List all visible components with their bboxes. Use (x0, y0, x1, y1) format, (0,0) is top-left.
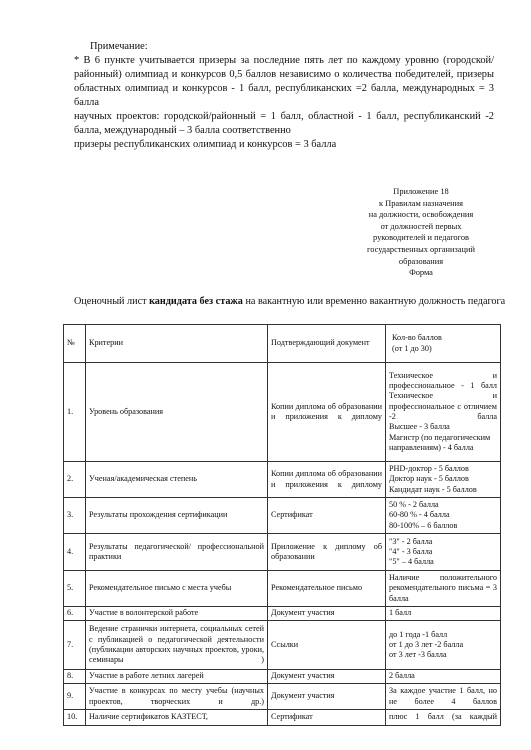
score-item: до 1 года -1 балл (389, 629, 448, 639)
appendix-line: Приложение 18 (393, 187, 449, 196)
score-item: Техническое и профессиональное с отличием -2 балла (389, 391, 497, 421)
table-header-row (64, 325, 501, 363)
row-doc: Документ участия (268, 670, 386, 684)
row-num: 7. (64, 621, 86, 670)
note-heading: Примечание: (90, 41, 148, 52)
appendix-line: Форма (409, 268, 433, 278)
table-row (64, 534, 501, 571)
table-row (64, 462, 501, 498)
table-row (64, 670, 501, 684)
row-doc: Ссылки (268, 621, 386, 670)
row-doc: Сертификат (268, 498, 386, 534)
row-scores: За каждое участие 1 балл, но не более 4 баллов (386, 684, 501, 710)
header-score-line2: (от 1 до 30) (392, 343, 432, 353)
note-line-2: научных проектов: городской/районный = 1 балл, областной - 1 балл, республиканский -2 балла, международный – 3 балла соответственно (74, 111, 494, 136)
row-scores (386, 534, 501, 571)
appendix-line: образования (398, 256, 444, 266)
row-doc: Рекомендательное письмо (268, 571, 386, 607)
header-score (386, 325, 501, 363)
row-doc: Копии диплома об образовании и приложения к диплому (268, 462, 386, 498)
row-criteria: Результаты педагогической/ профессиональной практики (86, 534, 268, 571)
row-num: 3. (64, 498, 86, 534)
row-doc: Сертификат (268, 710, 386, 726)
row-criteria: Наличие сертификатов КАЗТЕСТ, (86, 710, 268, 726)
row-criteria: Участие в волонтерской работе (86, 607, 268, 621)
header-num: № (64, 325, 86, 363)
table-row (64, 498, 501, 534)
note-line-3: призеры республиканских олимпиад и конкурсов = 3 балла (74, 139, 337, 150)
form-title-after: на вакантную или временно вакантную должность педагога (242, 296, 506, 307)
appendix-line: к Правилам назначения (379, 198, 463, 208)
row-num: 5. (64, 571, 86, 607)
score-item: от 1 до 3 лет -2 балла (389, 639, 464, 649)
row-scores: Наличие положительного рекомендательного письма = 3 балла (386, 571, 501, 607)
row-scores: 2 балла (386, 670, 501, 684)
score-item: 80-100% – 6 баллов (389, 520, 458, 530)
row-doc: Приложение к диплому об образовании (268, 534, 386, 571)
row-num: 6. (64, 607, 86, 621)
row-num: 1. (64, 363, 86, 462)
table-row (64, 363, 501, 462)
row-scores (386, 621, 501, 670)
row-criteria: Участие в конкурсах по месту учебы (научных проектов, творческих и др.) (86, 684, 268, 710)
evaluation-table (63, 324, 501, 726)
row-criteria: Ученая/академическая степень (86, 462, 268, 498)
form-title-before: Оценочный лист (74, 296, 150, 307)
header-criteria: Критерии (86, 325, 268, 363)
score-item: "3" - 2 балла (389, 536, 433, 546)
score-item: "5" – 4 балла (389, 557, 434, 567)
row-criteria: Уровень образования (86, 363, 268, 462)
score-item: 60-80 % - 4 балла (389, 510, 450, 520)
score-item: Техническое и профессиональное - 1 балл (389, 370, 497, 391)
row-scores (386, 498, 501, 534)
row-doc: Документ участия (268, 607, 386, 621)
note-line-1: * В 6 пункте учитывается призеры за последние пять лет по каждому уровню (городской/районный) олимпиад и конкурсов 0,5 баллов независимо о количества победителей, призеры областных олимпиад и конкурсов - 1 балл, республиканских =2 балла, международных = 3 балла (74, 55, 494, 108)
appendix-line: руководителей и педагогов (373, 233, 469, 243)
row-num: 2. (64, 462, 86, 498)
table-row (64, 607, 501, 621)
appendix-block (355, 186, 487, 279)
header-doc: Подтверждающий документ (268, 325, 386, 363)
table-row (64, 710, 501, 726)
score-item: от 3 лет -3 балла (389, 650, 447, 660)
score-item: Высшее - 3 балла (389, 422, 450, 432)
form-title (74, 296, 514, 307)
table-row (64, 621, 501, 670)
header-score-line1: Кол-во баллов (392, 333, 442, 343)
score-item: Доктор наук - 5 баллов (389, 474, 469, 484)
appendix-line: от должностей первых (380, 221, 462, 231)
row-scores (386, 363, 501, 462)
row-num: 8. (64, 670, 86, 684)
row-criteria: Ведение странички интернета, социальных сетей с публикацией о педагогической деятельности (публикации авторских научных проектов, уроки, семинары ) (86, 621, 268, 670)
row-num: 9. (64, 684, 86, 710)
appendix-line: государственных организаций (367, 244, 475, 254)
note-section (74, 40, 494, 152)
score-item: 50 % - 2 балла (389, 500, 439, 510)
appendix-line: на должности, освобождения (368, 210, 474, 220)
row-doc: Документ участия (268, 684, 386, 710)
score-item: Магистр (по педагогическим направлениям) - 4 балла (389, 432, 491, 452)
row-scores (386, 462, 501, 498)
row-scores: 1 балл (386, 607, 501, 621)
row-criteria: Участие в работе летних лагерей (86, 670, 268, 684)
row-doc: Копии диплома об образовании и приложения к диплому (268, 363, 386, 462)
table-row (64, 684, 501, 710)
score-item: PHD-доктор - 5 баллов (389, 464, 469, 474)
table-row (64, 571, 501, 607)
row-criteria: Результаты прохождения сертификации (86, 498, 268, 534)
row-scores: плюс 1 балл (за каждый (386, 710, 501, 726)
row-num: 10. (64, 710, 86, 726)
row-num: 4. (64, 534, 86, 571)
row-criteria: Рекомендательное письмо с места учебы (86, 571, 268, 607)
score-item: "4" - 3 балла (389, 546, 433, 556)
form-title-bold: кандидата без стажа (149, 296, 243, 307)
score-item: Кандидат наук - 5 баллов (389, 484, 477, 494)
